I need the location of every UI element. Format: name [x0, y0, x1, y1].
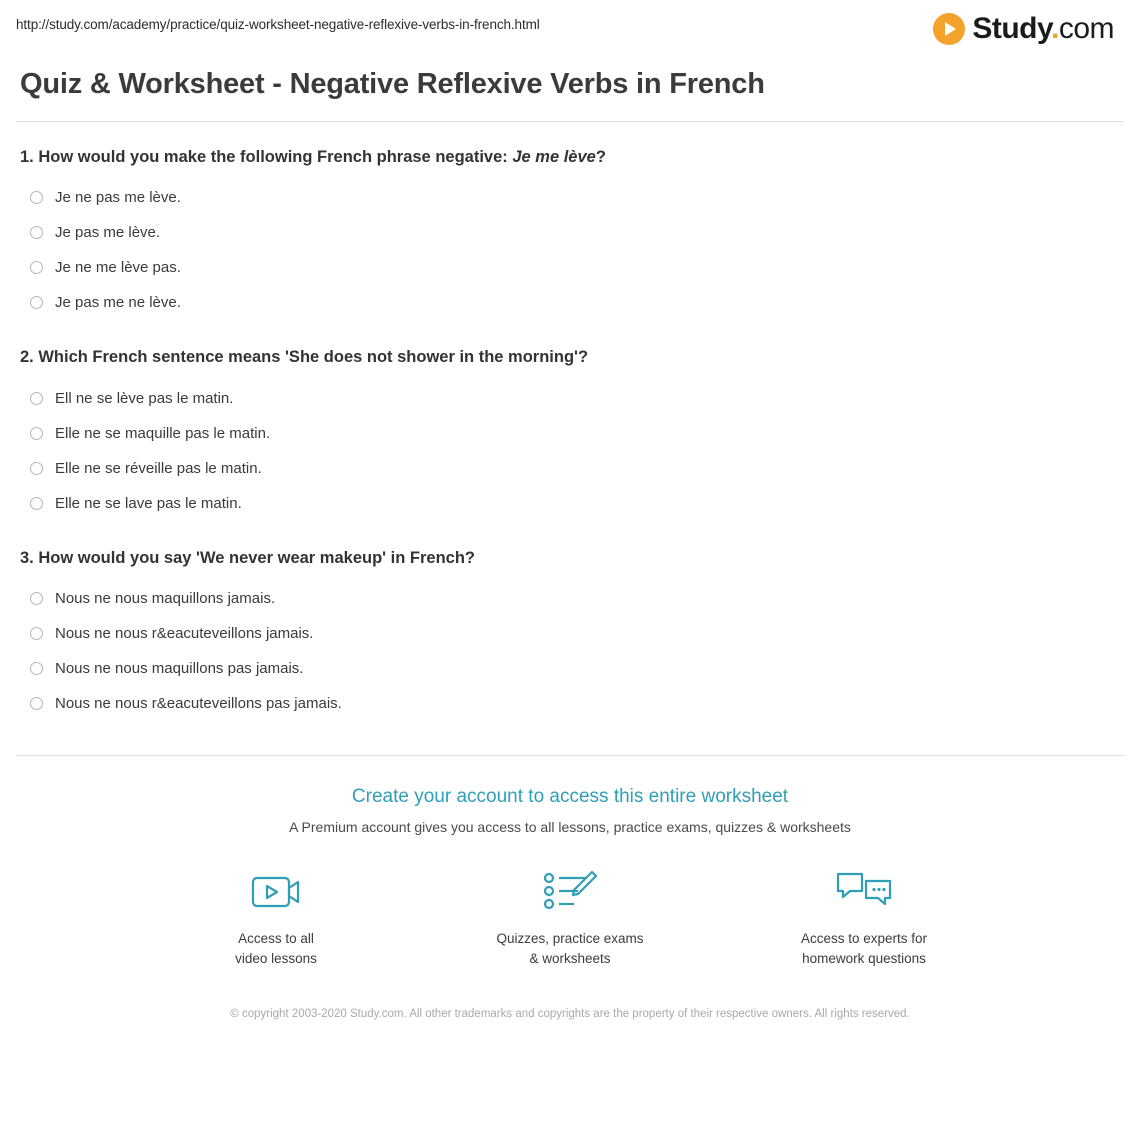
question-emphasis: Je me lève	[512, 148, 596, 166]
chat-bubbles-icon	[779, 865, 949, 919]
answer-label: Je ne me lève pas.	[55, 259, 181, 277]
question-text	[20, 146, 1120, 168]
feature-label-line1: Quizzes, practice exams	[496, 930, 644, 946]
radio-icon[interactable]	[30, 662, 43, 675]
answer-label: Nous ne nous maquillons pas jamais.	[55, 659, 304, 677]
quiz-checklist-icon	[485, 865, 655, 919]
logo-name: Study	[972, 12, 1051, 45]
create-account-link[interactable]: Create your account to access this entire worksheet	[351, 785, 789, 807]
question-prompt: How would you make the following French phrase negative:	[38, 148, 513, 166]
answer-option[interactable]	[20, 180, 1120, 215]
question-number: 1.	[20, 148, 34, 166]
answer-option[interactable]	[20, 451, 1120, 486]
answer-label: Nous ne nous r&eacuteveillons pas jamais.	[55, 694, 342, 712]
answer-label: Ell ne se lève pas le matin.	[55, 389, 234, 407]
logo-wordmark	[972, 12, 1114, 46]
feature-list	[16, 865, 1124, 970]
answer-option[interactable]	[20, 686, 1120, 721]
feature-label-line2: homework questions	[802, 951, 926, 967]
answer-option[interactable]	[20, 416, 1120, 451]
feature-label-line2: video lessons	[235, 951, 317, 967]
radio-icon[interactable]	[30, 592, 43, 605]
question-item	[20, 146, 1120, 320]
radio-icon[interactable]	[30, 226, 43, 239]
question-number: 2.	[20, 348, 34, 367]
answer-options	[20, 180, 1120, 320]
video-play-icon	[191, 865, 361, 919]
answer-option[interactable]	[20, 215, 1120, 250]
answer-option[interactable]	[20, 581, 1120, 616]
answer-label: Je ne pas me lève.	[55, 189, 181, 207]
study-com-logo[interactable]	[933, 12, 1124, 46]
answer-option[interactable]	[20, 486, 1120, 521]
question-number: 3.	[20, 548, 34, 567]
answer-label: Nous ne nous r&eacuteveillons jamais.	[55, 624, 314, 642]
feature-label-line1: Access to experts for	[800, 930, 928, 946]
question-item	[20, 346, 1120, 520]
radio-icon[interactable]	[30, 427, 43, 440]
promo-section	[16, 756, 1124, 1024]
page-header	[16, 0, 1124, 46]
answer-label: Je pas me ne lève.	[55, 294, 181, 312]
feature-item	[485, 865, 655, 970]
question-text	[20, 346, 1120, 368]
feature-label-line2: & worksheets	[529, 951, 611, 967]
radio-icon[interactable]	[30, 497, 43, 510]
logo-tld: com	[1058, 12, 1114, 45]
answer-label: Elle ne se réveille pas le matin.	[55, 459, 262, 477]
radio-icon[interactable]	[30, 191, 43, 204]
title-divider	[16, 121, 1124, 122]
feature-label	[191, 929, 361, 970]
answer-options	[20, 381, 1120, 521]
radio-icon[interactable]	[30, 462, 43, 475]
radio-icon[interactable]	[30, 392, 43, 405]
question-prompt-tail: ?	[595, 148, 606, 166]
copyright-text: © copyright 2003-2020 Study.com. All other trademarks and copyrights are the property of their respective owners. All rights reserved.	[230, 1008, 910, 1021]
answer-label: Je pas me lève.	[55, 224, 161, 242]
logo-dot: .	[1050, 12, 1059, 45]
feature-label	[485, 929, 655, 970]
page-title: Quiz & Worksheet - Negative Reflexive Verbs in French	[20, 68, 765, 100]
feature-label-line1: Access to all	[238, 930, 314, 946]
question-prompt: Which French sentence means 'She does not shower in the morning'?	[38, 348, 589, 367]
answer-label: Elle ne se maquille pas le matin.	[55, 424, 271, 442]
questions-list	[16, 146, 1124, 721]
radio-icon[interactable]	[30, 296, 43, 309]
promo-subtitle: A Premium account gives you access to all lessons, practice exams, quizzes & worksheets	[289, 818, 851, 835]
answer-options	[20, 581, 1120, 721]
feature-item	[779, 865, 949, 970]
answer-option[interactable]	[20, 381, 1120, 416]
page-url: http://study.com/academy/practice/quiz-worksheet-negative-reflexive-verbs-in-french.html	[16, 17, 540, 32]
radio-icon[interactable]	[30, 697, 43, 710]
radio-icon[interactable]	[30, 261, 43, 274]
question-text	[20, 547, 1120, 569]
answer-label: Elle ne se lave pas le matin.	[55, 494, 242, 512]
answer-label: Nous ne nous maquillons jamais.	[55, 589, 276, 607]
question-prompt: How would you say 'We never wear makeup' in French?	[38, 548, 476, 567]
play-circle-icon	[933, 13, 965, 45]
answer-option[interactable]	[20, 616, 1120, 651]
answer-option[interactable]	[20, 651, 1120, 686]
answer-option[interactable]	[20, 250, 1120, 285]
feature-label	[779, 929, 949, 970]
feature-item	[191, 865, 361, 970]
question-item	[20, 547, 1120, 721]
radio-icon[interactable]	[30, 627, 43, 640]
answer-option[interactable]	[20, 285, 1120, 320]
